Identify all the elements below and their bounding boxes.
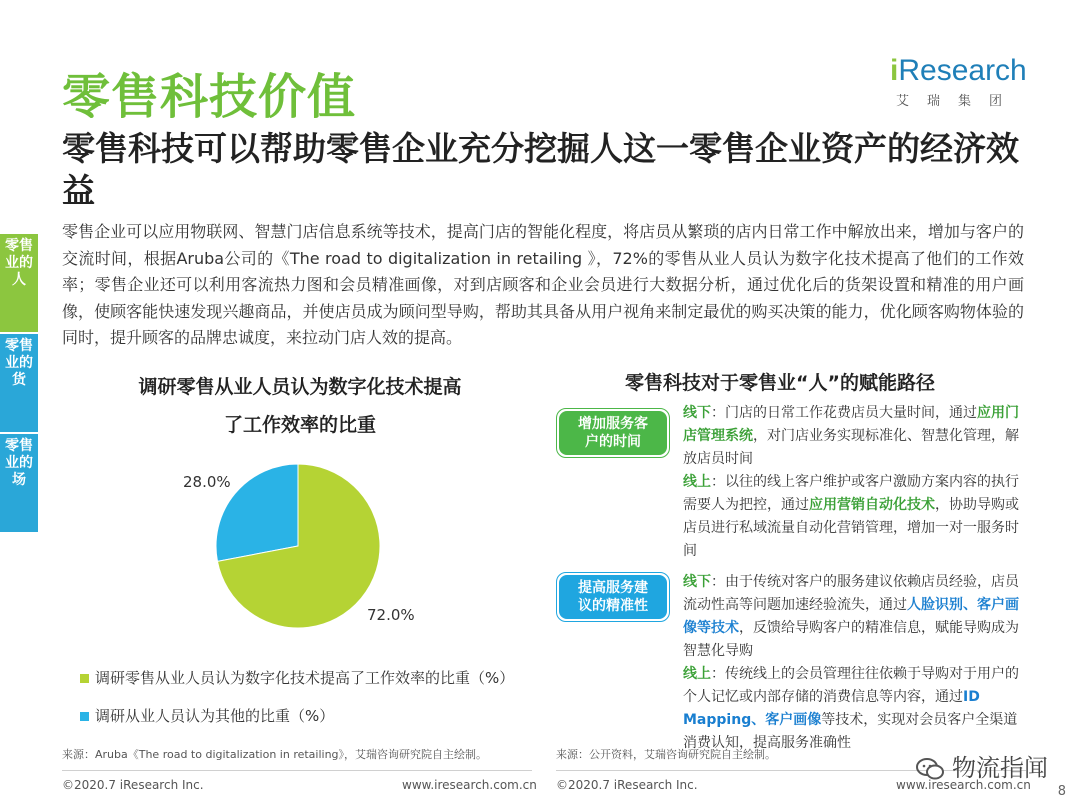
left-source: 来源：Aruba《The road to digitalization in retailing》，艾瑞咨询研究院自主绘制。 xyxy=(62,748,488,761)
badge2-line2: 议的精准性 xyxy=(578,598,648,614)
side-tab-people[interactable] xyxy=(0,234,38,332)
block2-offline-post: ，反馈给导购客户的精准信息，赋能导购成为智慧化导购 xyxy=(683,620,1019,659)
right-url: www.iresearch.com.cn xyxy=(896,778,1031,792)
right-source: 来源：公开资料，艾瑞咨询研究院自主绘制。 xyxy=(556,748,776,761)
badge-service-time-wrap xyxy=(556,408,670,458)
legend-label-main: 调研零售从业人员认为数字化技术提高了工作效率的比重（%） xyxy=(95,669,515,687)
badge-accuracy xyxy=(559,575,667,619)
side-tab-people-label: 零售业的人 xyxy=(5,238,33,288)
pie-label-other: 28.0% xyxy=(183,473,231,491)
legend-label-other: 调研从业人员认为其他的比重（%） xyxy=(95,707,335,725)
block-service-time xyxy=(683,402,1028,563)
watermark-text: 物流指闻 xyxy=(952,754,1048,782)
iresearch-logo xyxy=(890,54,1030,124)
block1-online-pre: ：以往的线上客户维护或客户激励方案内容的执行需要人为把控，通过 xyxy=(683,474,1019,513)
block1-offline-label: 线下 xyxy=(683,405,711,421)
left-divider xyxy=(62,770,532,771)
logo-subtitle: 艾瑞集团 xyxy=(896,94,1021,109)
block2-online-keyword: ID Mapping、客户画像 xyxy=(683,689,980,728)
block2-offline-keyword: 人脸识别、客户画像等技术 xyxy=(683,597,1019,636)
chart-title-line1: 调研零售从业人员认为数字化技术提高 xyxy=(138,376,462,398)
side-tab-goods[interactable] xyxy=(0,334,38,432)
block1-online-keyword: 应用营销自动化技术 xyxy=(809,497,935,513)
badge-accuracy-wrap xyxy=(556,572,670,622)
badge1-line1: 增加服务客 xyxy=(578,416,648,432)
block1-offline-pre: ：门店的日常工作花费店员大量时间，通过 xyxy=(711,405,977,421)
block2-offline-label: 线下 xyxy=(683,574,711,590)
block2-online-label: 线上 xyxy=(683,666,711,682)
block1-offline-keyword: 应用门店管理系统 xyxy=(683,405,1019,444)
block1-online-label: 线上 xyxy=(683,474,711,490)
watermark xyxy=(916,748,1048,783)
left-copyright: ©2020.7 iResearch Inc. xyxy=(62,778,204,792)
right-copyright: ©2020.7 iResearch Inc. xyxy=(556,778,698,792)
block2-offline xyxy=(683,571,1028,663)
right-title: 零售科技对于零售业“人”的赋能路径 xyxy=(625,372,935,394)
badge-service-time xyxy=(559,411,667,455)
legend-item-other xyxy=(80,705,334,726)
chart-title-line2: 了工作效率的比重 xyxy=(223,414,376,436)
page-subtitle: 零售科技可以帮助零售企业充分挖掘人这一零售企业资产的经济效益 xyxy=(62,129,1019,210)
logo-research: Research xyxy=(898,54,1027,87)
page-number: 8 xyxy=(1057,784,1066,799)
block1-online-post: ，协助导购或店员进行私域流量自动化营销管理，增加一对一服务时间 xyxy=(683,497,1019,559)
left-url: www.iresearch.com.cn xyxy=(402,778,537,792)
block1-offline xyxy=(683,402,1028,471)
legend-swatch-main xyxy=(80,674,89,683)
badge2-line1: 提高服务建 xyxy=(578,580,648,596)
side-tab-goods-label: 零售业的货 xyxy=(5,338,33,388)
chart-title xyxy=(80,368,520,444)
pie-label-main: 72.0% xyxy=(367,606,415,624)
wechat-icon xyxy=(916,758,944,780)
side-tab-venue-label: 零售业的场 xyxy=(5,438,33,488)
legend-item-main xyxy=(80,667,514,688)
block2-online-post: 等技术，实现对会员客户全渠道消费认知，提高服务准确性 xyxy=(683,712,1018,751)
block-accuracy xyxy=(683,571,1028,755)
badge1-line2: 户的时间 xyxy=(585,434,641,450)
side-tab-venue[interactable] xyxy=(0,434,38,532)
legend-swatch-other xyxy=(80,712,89,721)
intro-paragraph: 零售企业可以应用物联网、智慧门店信息系统等技术，提高门店的智能化程度，将店员从繁琐的店内日常工作中解放出来，增加与客户的交流时间，根据Aruba公司的《The road to digitalization in retailing 》，72%的零售从业人员认为数字化技术提高了他们的工作效率；零售企业还可以利用客流热力图和会员精准画像，对到店顾客和企业会员进行大数据分析，通过优化后的货架设置和精准的用户画像，使顾客能快速发现兴趣商品，并使店员成为顾问型导购，帮助其具备从用户视角来制定最优的购买决策的能力，优化顾客购物体验的同时，提升顾客的品牌忠诚度，来拉动门店人效的提高。 xyxy=(62,222,1024,347)
block2-offline-pre: ：由于传统对客户的服务建议依赖店员经验，店员流动性高等问题加速经验流失，通过 xyxy=(683,574,1019,613)
block2-online xyxy=(683,663,1028,755)
page-title: 零售科技价值 xyxy=(62,69,357,125)
block2-online-pre: ：传统线上的会员管理往往依赖于导购对于用户的个人记忆或内部存储的消费信息等内容，通过 xyxy=(683,666,1019,705)
block1-offline-post: ，对门店业务实现标准化、智慧化管理，解放店员时间 xyxy=(683,428,1019,467)
logo-i: i xyxy=(890,54,899,87)
block1-online xyxy=(683,471,1028,563)
